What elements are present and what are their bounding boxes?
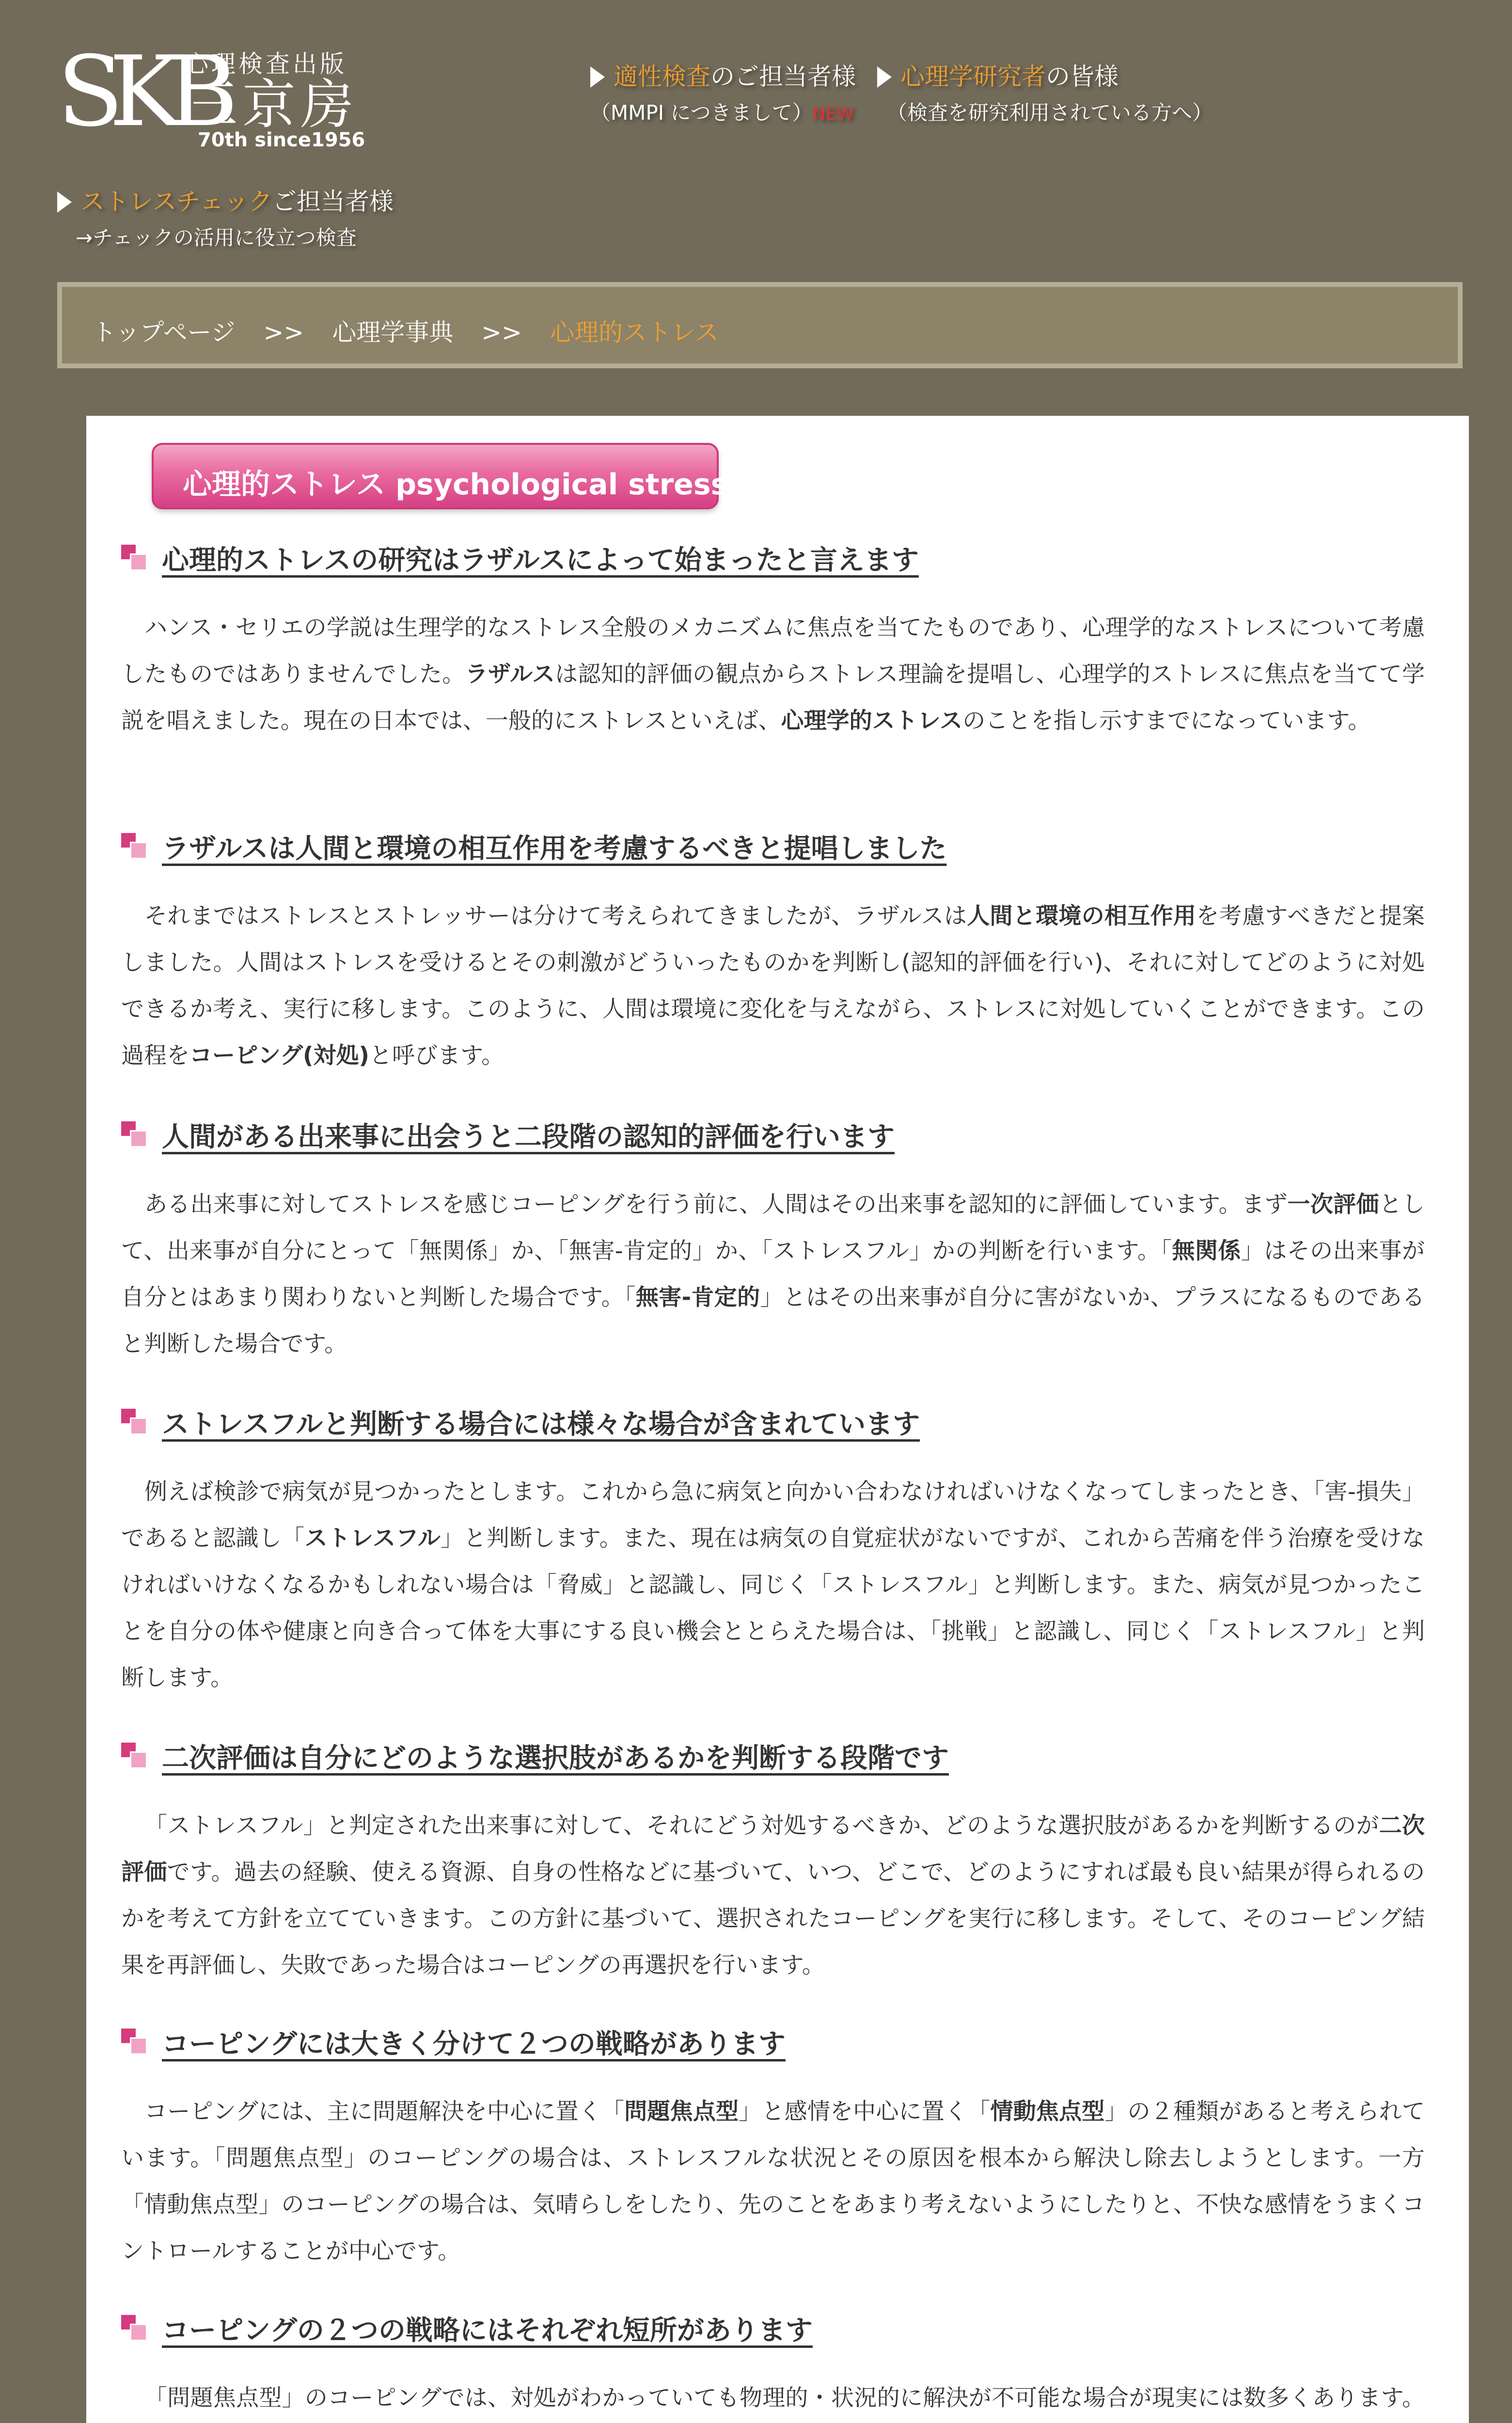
header-sub-stresscheck-text: →チェックの活用に役立つ検査 — [76, 226, 357, 250]
bullet-square-light — [130, 1751, 147, 1769]
breadcrumb-separator: >> — [263, 318, 304, 346]
section-header — [121, 1114, 1425, 1152]
article-section — [121, 2021, 1425, 2275]
header-sub-mmpi-text: （MMPI につきまして） — [590, 101, 813, 125]
header-link-stresscheck-rest: ご担当者様 — [272, 188, 394, 216]
breadcrumb-separator: >> — [481, 318, 522, 346]
paragraph-text: は認知的評価の観点からストレス理論を提唱し、心理学的ストレスに焦点を当てて学説を唱えました。現在の日本では、一般的にストレスといえば、 — [121, 661, 1425, 734]
logo-mark: SKB — [57, 35, 224, 148]
section-header — [121, 825, 1425, 864]
breadcrumb-dictionary[interactable]: 心理学事典 — [332, 318, 454, 346]
header-link-aptitude[interactable] — [590, 57, 856, 92]
site-logo[interactable] — [57, 35, 367, 151]
header-sub-stresscheck[interactable] — [76, 222, 357, 251]
section-paragraph — [121, 1181, 1425, 1368]
triangle-right-icon — [57, 191, 72, 213]
section-paragraph — [121, 1803, 1425, 1989]
triangle-right-icon — [877, 66, 892, 88]
emphasis-term: 心理学的ストレス — [781, 708, 963, 734]
paragraph-text: 例えば検診で病気が見つかったとします。これから急に病気と向かい合わなければいけなくなってしまったとき、「害-損失」であると認識し「 — [121, 1479, 1425, 1552]
emphasis-term: 人間と環境の相互作用 — [967, 903, 1197, 929]
emphasis-term: 二次評価 — [121, 1812, 1425, 1886]
logo-subtitle: 心理検査出版 — [184, 50, 347, 78]
page-title-banner — [152, 443, 728, 509]
section-bullet-icon — [121, 545, 146, 570]
emphasis-term: 無関係 — [1172, 1238, 1241, 1264]
content-panel — [86, 416, 1469, 2423]
section-header — [121, 2021, 1425, 2060]
new-badge: NEW — [812, 104, 854, 124]
section-header — [121, 1401, 1425, 1440]
site-header — [0, 0, 1512, 271]
section-bullet-icon — [121, 833, 146, 858]
section-bullet-icon — [121, 2029, 146, 2054]
section-heading: ラザルスは人間と環境の相互作用を考慮するべきと提唱しました — [162, 833, 947, 865]
paragraph-text: のことを指し示すまでになっています。 — [962, 708, 1371, 734]
bullet-square-light — [130, 842, 147, 859]
section-header — [121, 537, 1425, 576]
emphasis-term: ストレスフル — [304, 1525, 441, 1552]
header-link-aptitude-highlight: 適性検査 — [614, 63, 710, 91]
emphasis-term: 問題焦点型 — [624, 2098, 739, 2125]
header-link-aptitude-rest: のご担当者様 — [710, 63, 856, 91]
header-sub-mmpi[interactable] — [590, 97, 854, 126]
section-paragraph — [121, 893, 1425, 1079]
paragraph-text: 」と判断します。また、現在は病気の自覚症状がないですが、これから苦痛を伴う治療を受けなければいけなくなるかもしれない場合は「脅威」と認識し、同じく「ストレスフル」と判断します。また、病気が見つかったことを自分の体や健康と向き合って体を大事にする良い機会ととらえた場合は、「挑戦」と認識し、同じく「ストレスフル」と判断します。 — [121, 1525, 1425, 1691]
emphasis-term: ラザルス — [465, 661, 555, 688]
emphasis-term: コーピング(対処) — [189, 1042, 370, 1069]
bullet-square-light — [130, 553, 147, 571]
paragraph-text: 」はその出来事が自分とはあまり関わりないと判断した場合です。「 — [121, 1238, 1425, 1311]
paragraph-text: 」の２種類があると考えられています。「問題焦点型」のコーピングの場合は、ストレスフルな状況とその原因を根本から解決し除去しようとします。一方「情動焦点型」のコーピングの場合は、気晴らしをしたり、先のことをあまり考えないようにしたりと、不快な感情をうまくコントロールすることが中心です。 — [121, 2098, 1425, 2265]
page-title: 心理的ストレス psychological stress — [183, 468, 728, 502]
header-link-researchers[interactable] — [877, 57, 1118, 92]
section-bullet-icon — [121, 2315, 146, 2340]
paragraph-text: 」とはその出来事が自分に害がないか、プラスになるものであると判断した場合です。 — [121, 1284, 1425, 1357]
section-heading: ストレスフルと判断する場合には様々な場合が含まれています — [162, 1409, 920, 1440]
section-paragraph — [121, 2089, 1425, 2275]
section-bullet-icon — [121, 1743, 146, 1768]
section-paragraph — [121, 2375, 1425, 2423]
paragraph-text: です。過去の経験、使える資源、自身の性格などに基づいて、いつ、どこで、どのようにすれば最も良い結果が得られるのかを考えて方針を立てていきます。この方針に基づいて、選択されたコーピングを実行に移します。そして、そのコーピング結果を再評価し、失敗であった場合はコーピングの再選択を行います。 — [121, 1859, 1425, 1979]
logo-name: 三京房 — [184, 74, 359, 136]
section-heading: 心理的ストレスの研究はラザルスによって始まったと言えます — [162, 545, 919, 576]
emphasis-term: 無害-肯定的 — [635, 1284, 760, 1311]
header-sub-research[interactable] — [887, 97, 1213, 126]
header-link-researchers-rest: の皆様 — [1046, 63, 1118, 91]
paragraph-text: 「問題焦点型」のコーピングでは、対処がわかっていても物理的・状況的に解決が不可能な場合が現実には数多くあります。 — [144, 2385, 1425, 2411]
article-section — [121, 1401, 1425, 1701]
header-sub-research-text: （検査を研究利用されている方へ） — [887, 101, 1213, 125]
breadcrumb-home[interactable]: トップページ — [92, 318, 236, 346]
article-section — [121, 825, 1425, 1079]
section-heading: コーピングには大きく分けて２つの戦略があります — [162, 2029, 786, 2060]
emphasis-term: 一次評価 — [1287, 1191, 1379, 1218]
section-bullet-icon — [121, 1409, 146, 1434]
emphasis-term: 情動焦点型 — [990, 2098, 1105, 2125]
header-link-stresscheck-highlight: ストレスチェック — [80, 188, 272, 216]
breadcrumb-current: 心理的ストレス — [550, 318, 719, 346]
bullet-square-light — [130, 1130, 147, 1148]
paragraph-text: を考慮すべきだと提案しました。人間はストレスを受けるとその刺激がどういったものかを判断し(認知的評価を行い)、それに対してどのように対処できるか考え、実行に移します。このように、人間は環境に変化を与えながら、ストレスに対処していくことができます。この過程を — [121, 903, 1425, 1069]
breadcrumb-trail — [92, 313, 719, 348]
article-section — [121, 2307, 1425, 2423]
paragraph-text: ハンス・セリエの学説は生理学的なストレス全般のメカニズムに焦点を当てたものであり、心理学的なストレスについて考慮したものではありませんでした。 — [121, 614, 1425, 688]
paragraph-text: 「ストレスフル」と判定された出来事に対して、それにどう対処するべきか、どのような選択肢があるかを判断するのが — [144, 1812, 1379, 1839]
section-header — [121, 1735, 1425, 1774]
section-paragraph — [121, 1469, 1425, 1701]
section-heading: コーピングの２つの戦略にはそれぞれ短所があります — [162, 2315, 813, 2346]
section-heading: 二次評価は自分にどのような選択肢があるかを判断する段階です — [162, 1743, 949, 1774]
section-bullet-icon — [121, 1121, 146, 1147]
paragraph-text: と呼びます。 — [369, 1042, 504, 1069]
bullet-square-light — [130, 2037, 147, 2055]
section-header — [121, 2307, 1425, 2346]
bullet-square-light — [130, 2324, 147, 2341]
triangle-right-icon — [590, 66, 605, 88]
article-section — [121, 537, 1425, 744]
article-section — [121, 1735, 1425, 1989]
paragraph-text: として、出来事が自分にとって「無関係」か、「無害-肯定的」か、「ストレスフル」かの判断を行います。「 — [121, 1191, 1425, 1264]
paragraph-text: 」と感情を中心に置く「 — [739, 2098, 991, 2125]
header-link-stresscheck[interactable] — [57, 182, 394, 217]
logo-since: 70th since1956 — [198, 129, 365, 151]
header-link-researchers-highlight: 心理学研究者 — [900, 63, 1046, 91]
breadcrumb — [57, 282, 1463, 368]
bullet-square-light — [130, 1417, 147, 1435]
paragraph-text: ある出来事に対してストレスを感じコーピングを行う前に、人間はその出来事を認知的に評価しています。まず — [144, 1191, 1288, 1218]
paragraph-text: コーピングには、主に問題解決を中心に置く「 — [144, 2098, 625, 2125]
section-paragraph — [121, 605, 1425, 744]
section-heading: 人間がある出来事に出会うと二段階の認知的評価を行います — [162, 1121, 895, 1153]
paragraph-text: それまではストレスとストレッサーは分けて考えられてきましたが、ラザルスは — [144, 903, 967, 929]
article-section — [121, 1114, 1425, 1368]
